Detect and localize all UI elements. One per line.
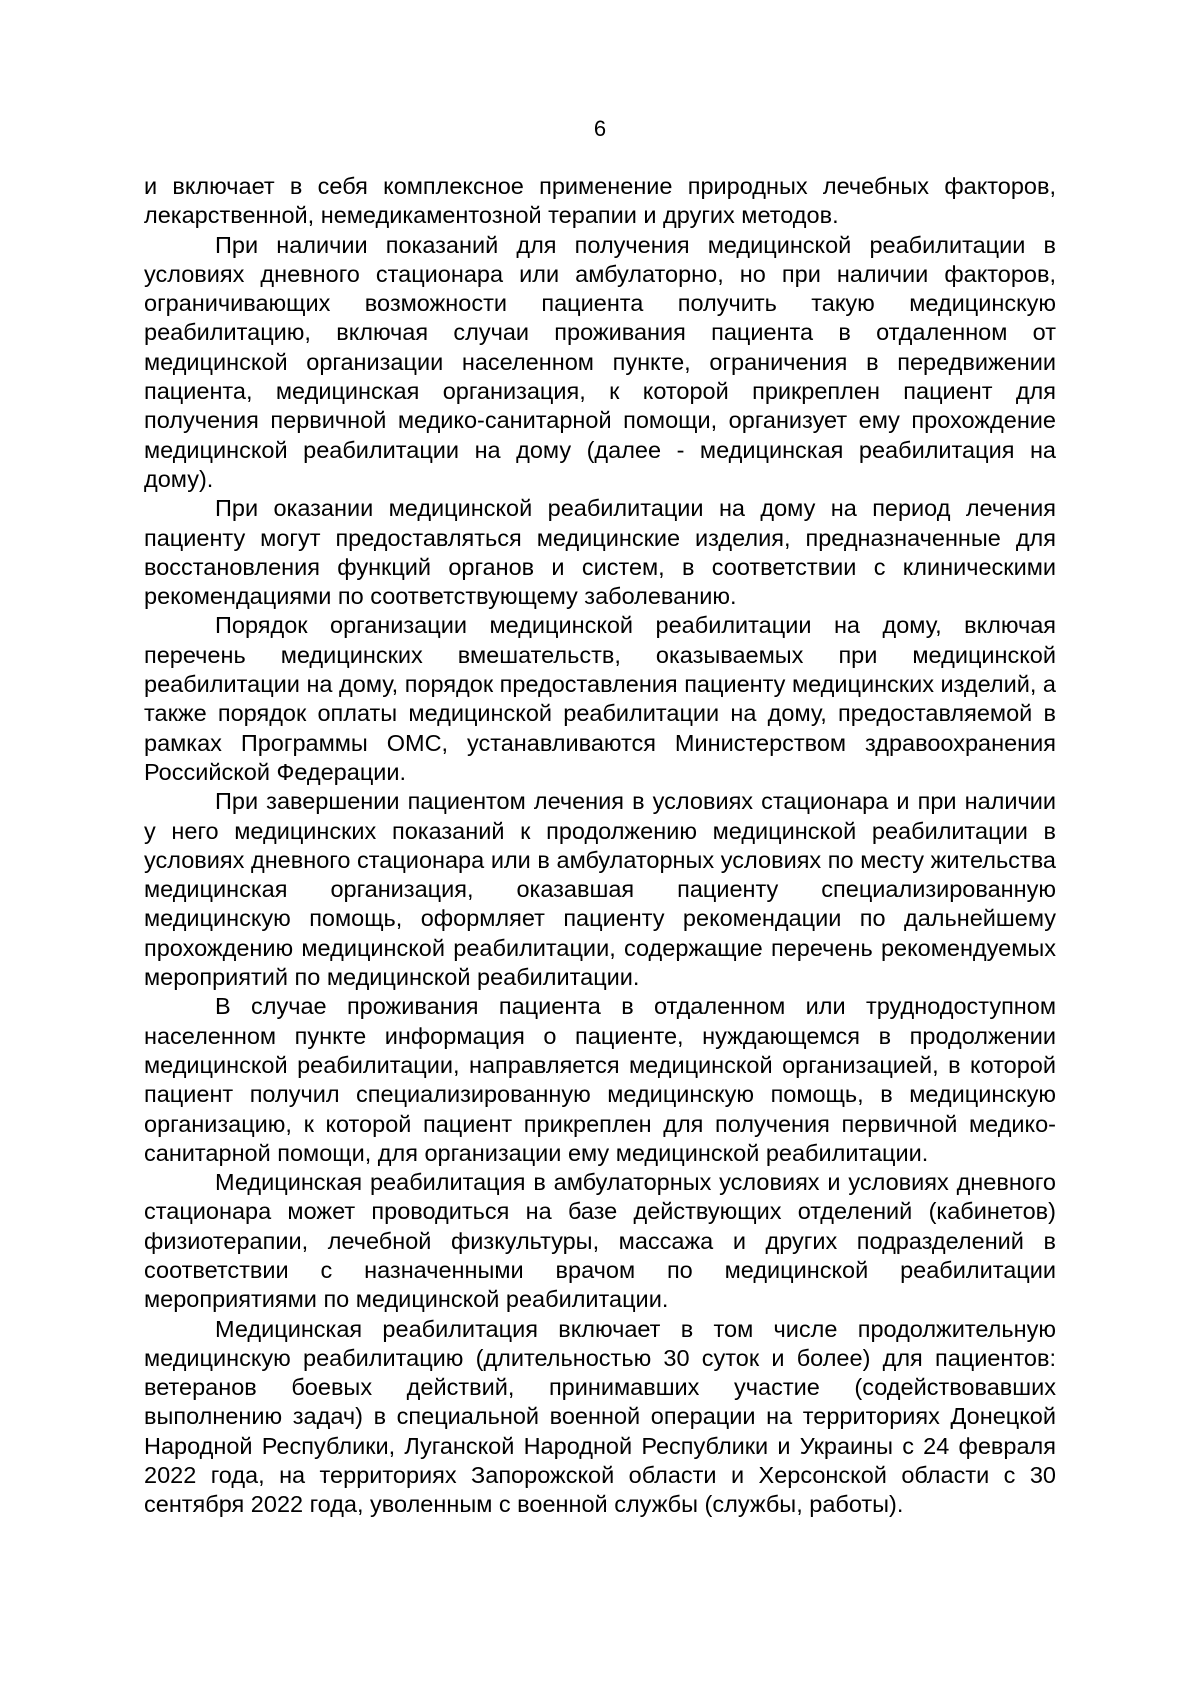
paragraph-home-rehabilitation: При наличии показаний для получения медицинской реабилитации в условиях дневного стационара или амбулаторно, но при наличии факторов, ограничивающих возможности пациента получить такую медицинскую реабилитацию, включая случаи проживания пациента в отдаленном от медицинской организации населенном пункте, ограничения в передвижении пациента, медицинская организация, к которой прикреплен пациент для получения первичной медико-санитарной помощи, организует ему прохождение медицинской реабилитации на дому (далее - медицинская реабилитация на дому). bbox=[144, 231, 1056, 492]
page-number: 6 bbox=[593, 116, 607, 141]
paragraph-long-term-rehabilitation: Медицинская реабилитация включает в том числе продолжительную медицинскую реабилитацию (длительностью 30 суток и более) для пациентов: ветеранов боевых действий, принимавших участие (содействовавших выполнению задач) в специальной военной операции на территориях Донецкой Народной Республики, Луганской Народной Республики и Украины с 24 февраля 2022 года, на территориях Запорожской области и Херсонской области с 30 сентября 2022 года, уволенным с военной службы (службы, работы). bbox=[144, 1315, 1056, 1518]
paragraph-outpatient-rehabilitation: Медицинская реабилитация в амбулаторных условиях и условиях дневного стационара может проводиться на базе действующих отделений (кабинетов) физиотерапии, лечебной физкультуры, массажа и других подразделений в соответствии с назначенными врачом по медицинской реабилитации мероприятиями по медицинской реабилитации. bbox=[144, 1169, 1056, 1313]
paragraph-continuation: и включает в себя комплексное применение природных лечебных факторов, лекарственной, немедикаментозной терапии и других методов. bbox=[144, 173, 1056, 229]
paragraph-procedure: Порядок организации медицинской реабилитации на дому, включая перечень медицинских вмешательств, оказываемых при медицинской реабилитации на дому, порядок предоставления пациенту медицинских изделий, а также порядок оплаты медицинской реабилитации на дому, предоставляемой в рамках Программы ОМС, устанавливаются Министерством здравоохранения Российской Федерации. bbox=[144, 612, 1056, 785]
paragraph-completion-of-treatment: При завершении пациентом лечения в условиях стационара и при наличии у него медицинских показаний к продолжению медицинской реабилитации в условиях дневного стационара или в амбулаторных условиях по месту жительства медицинская организация, оказавшая пациенту специализированную медицинскую помощь, оформляет пациенту рекомендации по дальнейшему прохождению медицинской реабилитации, содержащие перечень рекомендуемых мероприятий по медицинской реабилитации. bbox=[144, 788, 1056, 991]
document-body bbox=[144, 172, 1056, 1520]
paragraph-medical-devices: При оказании медицинской реабилитации на дому на период лечения пациенту могут предоставляться медицинские изделия, предназначенные для восстановления функций органов и систем, в соответствии с клиническими рекомендациями по соответствующему заболеванию. bbox=[144, 495, 1056, 610]
paragraph-remote-residence: В случае проживания пациента в отдаленном или труднодоступном населенном пункте информация о пациенте, нуждающемся в продолжении медицинской реабилитации, направляется медицинской организацией, в которой пациент получил специализированную медицинскую помощь, в медицинскую организацию, к которой пациент прикреплен для получения первичной медико-санитарной помощи, для организации ему медицинской реабилитации. bbox=[144, 993, 1056, 1166]
